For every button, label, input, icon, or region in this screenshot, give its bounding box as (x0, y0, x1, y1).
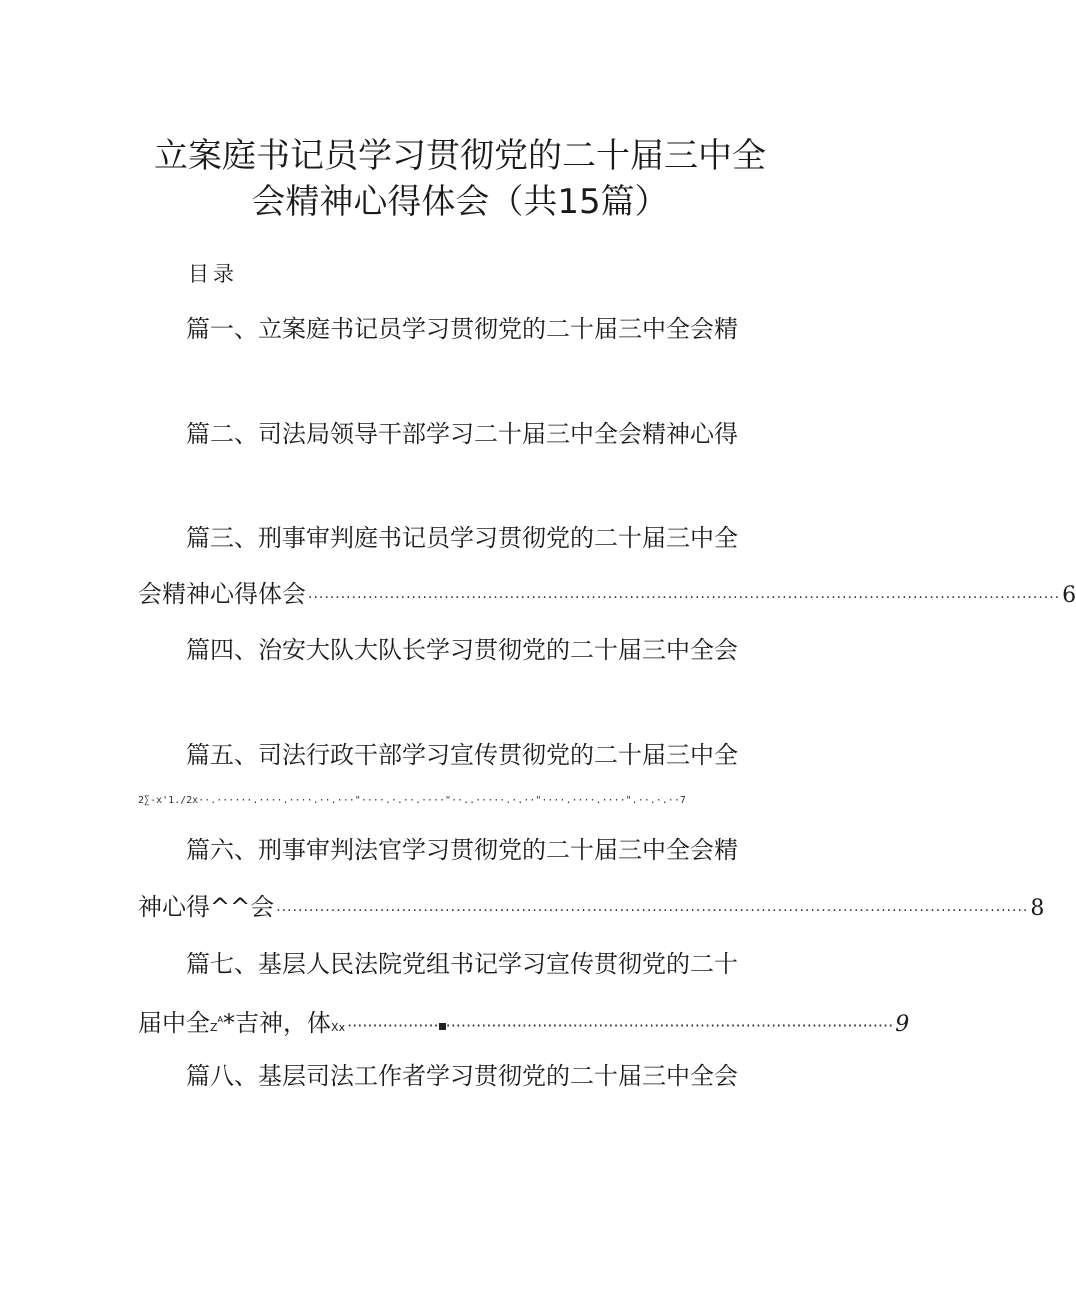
toc-entry-7-line2-part-a: 届中全 (138, 1009, 210, 1037)
toc-entry-2[interactable]: 篇二、司法局领导干部学习二十届三中全会精神心得 (186, 420, 738, 448)
toc-entry-3-line2: 会精神心得体会 (138, 580, 306, 608)
dot-leader: ·················· ························································································ (347, 1016, 894, 1035)
toc-entry-1[interactable]: 篇一、立案庭书记员学习贯彻党的二十届三中全会精 (186, 315, 738, 343)
toc-entry-7[interactable]: 篇七、基层人民法院党组书记学习宣传贯彻党的二十 (186, 950, 738, 978)
toc-entry-8[interactable]: 篇八、基层司法工作者学习贯彻党的二十届三中全会 (186, 1062, 738, 1090)
toc-entry-6-continuation[interactable] (138, 891, 1045, 927)
toc-entry-3-page: 6 (1062, 583, 1076, 608)
toc-entry-7-line2-part-c: A (217, 1015, 224, 1024)
toc-entry-7-continuation[interactable] (138, 1004, 910, 1044)
toc-entry-3[interactable]: 篇三、刑事审判庭书记员学习贯彻党的二十届三中全 (186, 524, 738, 552)
document-title-line-2: 会精神心得体会（共15篇） (251, 182, 669, 222)
toc-entry-6-page: 8 (1030, 896, 1045, 921)
dot-leader: ·········································································································································· (308, 590, 1061, 606)
toc-entry-4[interactable]: 篇四、治安大队大队长学习贯彻党的二十届三中全会 (186, 636, 738, 664)
toc-entry-7-page: 9 (895, 1012, 910, 1037)
toc-entry-3-continuation[interactable] (138, 578, 1076, 614)
toc-entry-7-line2-part-e: Xx (331, 1021, 346, 1034)
toc-entry-6-line2: 神心得^^会 (138, 893, 275, 921)
toc-entry-7-line2 (138, 1004, 345, 1044)
toc-entry-5[interactable]: 篇五、司法行政干部学习宣传贯彻党的二十届三中全 (186, 741, 738, 769)
toc-entry-7-line2-part-b: Z (210, 1021, 218, 1034)
dot-leader: ·········································································································································· (276, 903, 1029, 919)
toc-entry-7-line2-part-d: *吉神，体 (223, 1009, 332, 1037)
toc-heading: 目录 (188, 262, 238, 286)
toc-entry-5-garbled-line: 2∑-x'1./2x··.······.····.····.··.···"····.·.··.····"··..·····.·.··"····.····.····".··.·.··7 (138, 795, 686, 806)
document-title-line-1: 立案庭书记员学习贯彻党的二十届三中全 (154, 136, 766, 176)
square-mark-icon (439, 1023, 446, 1030)
toc-entry-6[interactable]: 篇六、刑事审判法官学习贯彻党的二十届三中全会精 (186, 836, 738, 864)
